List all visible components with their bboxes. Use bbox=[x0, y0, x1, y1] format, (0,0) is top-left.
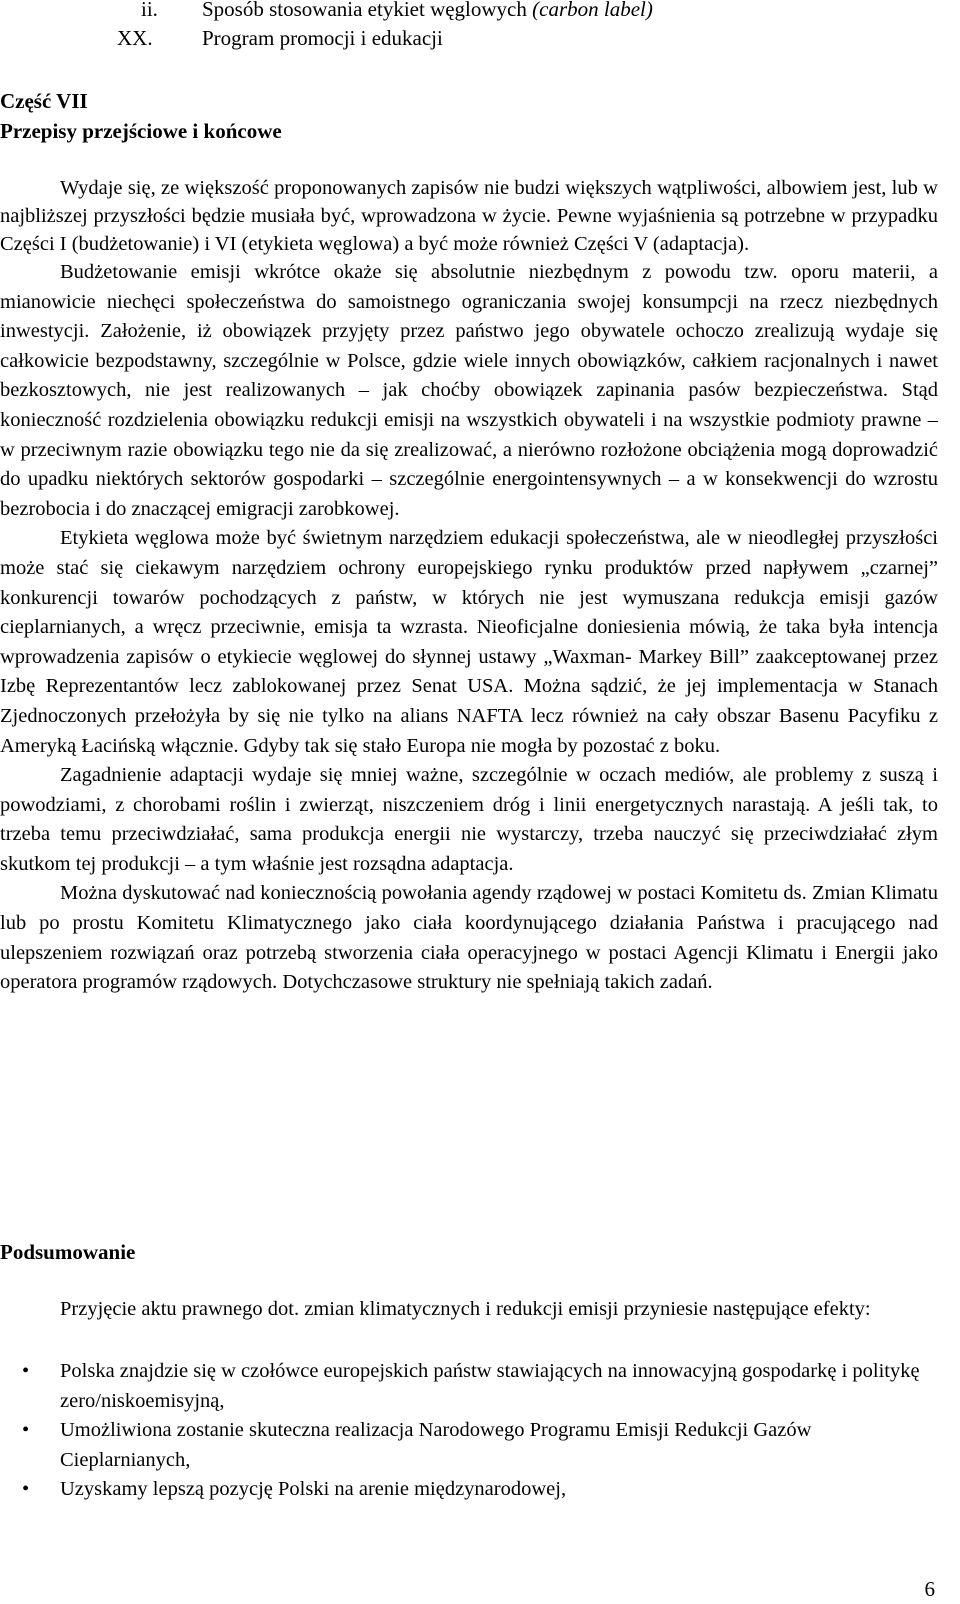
paragraph: Można dyskutować nad koniecznością powołania agendy rządowej w postaci Komitetu ds. Zmian Klimatu lub po prostu Komitetu Klimatycznego jako ciała koordynującego działania Państwa i pracującego nad ulepszeniem rozwiązań oraz potrzebą stworzenia ciała operacyjnego w postaci Agencji Klimatu i Energii jako operatora programów rządowych. Dotychczasowe struktury nie spełniają takich zadań. bbox=[0, 882, 938, 994]
bullet-icon: • bbox=[22, 1419, 30, 1442]
part-title: Przepisy przejściowe i końcowe bbox=[0, 119, 282, 143]
list-number: ii. bbox=[141, 0, 158, 21]
list-text bbox=[202, 0, 653, 23]
list-text-italic: (carbon label) bbox=[532, 0, 653, 21]
bullet-icon: • bbox=[22, 1478, 30, 1501]
summary-intro: Przyjęcie aktu prawnego dot. zmian klimatycznych i redukcji emisji przyniesie następujące efekty: bbox=[60, 1298, 871, 1320]
bullet-icon: • bbox=[22, 1360, 30, 1382]
paragraph: Wydaje się, ze większość proponowanych zapisów nie budzi większych wątpliwości, albowiem jest, lub w najbliższej przyszłości będzie musiała być, wprowadzona w życie. Pewne wyjaśnienia są potrzebne w przypadku Części I (budżetowanie) i VI (etykieta węglowa) a być może również Części V (adaptacja). bbox=[0, 177, 938, 255]
list-item bbox=[0, 1475, 938, 1505]
list-number: XX. bbox=[117, 26, 153, 50]
part-label: Część VII bbox=[0, 89, 88, 113]
body-text bbox=[0, 174, 938, 998]
bullet-text: Umożliwiona zostanie skuteczna realizacja Narodowego Programu Emisji Redukcji Gazów Cieplarnianych, bbox=[60, 1419, 812, 1471]
summary-intro-block bbox=[0, 1295, 938, 1325]
page-number: 6 bbox=[924, 1577, 935, 1601]
paragraph: Etykieta węglowa może być świetnym narzędziem edukacji społeczeństwa, ale w nieodległej przyszłości może stać się ciekawym narzędziem ochrony europejskiego rynku produktów przed napływem „czarnej” konkurencji towarów pochodzących z państw, w których nie jest wymuszana redukcja emisji gazów cieplarnianych, a wręcz przeciwnie, emisja ta wzrasta. Nieoficjalne doniesienia mówią, że taka była intencja wprowadzenia zapisów o etykiecie węglowej do słynnej ustawy „Waxman- Markey Bill” zaakceptowanej przez Izbę Reprezentantów lecz zablokowanej przez Senat USA. Można sądzić, że jej implementacja w Stanach Zjednoczonych przełożyła by się nie tylko na alians NAFTA lecz również na cały obszar Basenu Pacyfiku z Ameryką Łacińską włącznie. Gdyby tak się stało Europa nie mogła by pozostać z boku. bbox=[0, 527, 938, 757]
bullet-text: Uzyskamy lepszą pozycję Polski na arenie międzynarodowej, bbox=[60, 1478, 567, 1501]
summary-heading: Podsumowanie bbox=[0, 1240, 136, 1264]
list-item bbox=[0, 1357, 938, 1416]
list-text: Program promocji i edukacji bbox=[202, 26, 443, 50]
list-text-main: Sposób stosowania etykiet węglowych bbox=[202, 0, 527, 21]
paragraph: Budżetowanie emisji wkrótce okaże się absolutnie niezbędnym z powodu tzw. oporu materii, a mianowicie niechęci społeczeństwa do samoistnego ograniczania swojej konsumpcji na rzecz niezbędnych inwestycji. Założenie, iż obowiązek przyjęty przez państwo jego obywatele ochoczo zrealizują wydaje się całkowicie bezpodstawny, szczególnie w Polsce, gdzie wiele innych obowiązków, całkiem racjonalnych i nawet bezkosztowych, nie jest realizowanych – jak choćby obowiązek zapinania pasów bezpieczeństwa. Stąd konieczność rozdzielenia obowiązku redukcji emisji na wszystkich obywateli i na wszystkie podmioty prawne – w przeciwnym razie obowiązku tego nie da się zrealizować, a nierówno rozłożone obciążenia mogą doprowadzić do upadku niektórych sektorów gospodarki – szczególnie energointensywnych – a w konsekwencji do wzrostu bezrobocia i do znaczącej emigracji zarobkowej. bbox=[0, 261, 938, 520]
summary-bullet-list bbox=[0, 1357, 938, 1505]
list-item bbox=[0, 1416, 938, 1475]
bullet-text: Polska znajdzie się w czołówce europejskich państw stawiających na innowacyjną gospodarkę i politykę zero/niskoemisyjną, bbox=[60, 1360, 920, 1412]
paragraph: Zagadnienie adaptacji wydaje się mniej ważne, szczególnie w oczach mediów, ale problemy z suszą i powodziami, z chorobami roślin i zwierząt, niszczeniem dróg i linii energetycznych narastają. A jeśli tak, to trzeba temu przeciwdziałać, sama produkcja energii nie wystarczy, trzeba nauczyć się przeciwdziałać złym skutkom tej produkcji – a tym właśnie jest rozsądna adaptacja. bbox=[0, 764, 938, 875]
